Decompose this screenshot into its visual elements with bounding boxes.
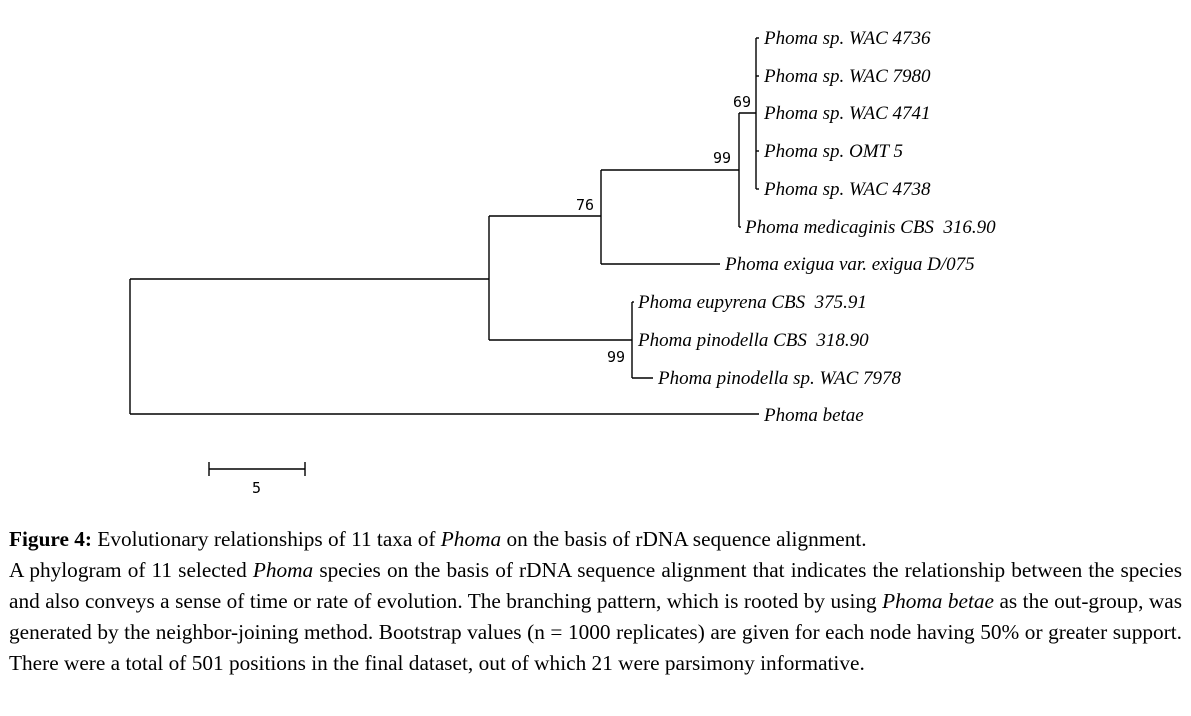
caption-species: Phoma betae <box>882 589 995 613</box>
caption-text: on the basis of rDNA sequence alignment. <box>501 527 867 551</box>
bootstrap-value: 99 <box>607 348 626 366</box>
taxon-label: Phoma sp. WAC 4736 <box>764 28 931 49</box>
taxon-label: Phoma sp. WAC 4738 <box>764 179 931 200</box>
caption-genus: Phoma <box>252 558 314 582</box>
caption-genus: Phoma <box>440 527 502 551</box>
bootstrap-value: 69 <box>733 93 752 111</box>
taxon-label: Phoma pinodella sp. WAC 7978 <box>658 368 902 389</box>
taxon-label: Phoma sp. OMT 5 <box>764 141 903 162</box>
taxon-label: Phoma pinodella CBS 318.90 <box>638 330 869 351</box>
tree-branches <box>130 38 759 414</box>
taxon-label: Phoma sp. WAC 7980 <box>764 66 931 87</box>
scale-bar-label: 5 <box>252 479 262 497</box>
taxon-label: Phoma medicaginis CBS 316.90 <box>745 217 996 238</box>
taxon-label: Phoma exigua var. exigua D/075 <box>725 254 975 275</box>
taxon-label: Phoma eupyrena CBS 375.91 <box>638 292 867 313</box>
caption-text: Evolutionary relationships of 11 taxa of <box>92 527 441 551</box>
caption-text: species on the basis of rDNA sequence alignment that indicates the relationship between the species and also conveys a sense of time or rate of evolution. The branching pattern, which is rooted by using <box>9 558 1182 613</box>
bootstrap-values <box>576 93 751 366</box>
caption-text: A phylogram of 11 selected <box>9 558 253 582</box>
caption-text: as the out-group, was generated by the neighbor-joining method. Bootstrap values (n = 1000 replicates) are given for each node having 50% or greater support. There were a total of 501 positions in the final dataset, out of which 21 were parsimony informative. <box>9 589 1182 675</box>
figure-label: Figure 4: <box>9 527 93 551</box>
figure-caption <box>9 524 1182 679</box>
caption-body <box>9 555 1182 679</box>
taxon-labels <box>637 28 996 426</box>
bootstrap-value: 76 <box>576 196 595 214</box>
bootstrap-value: 99 <box>713 149 732 167</box>
taxon-label: Phoma betae <box>764 405 864 426</box>
scale-bar <box>209 462 305 497</box>
taxon-label: Phoma sp. WAC 4741 <box>764 103 931 124</box>
caption-title <box>9 524 1182 555</box>
